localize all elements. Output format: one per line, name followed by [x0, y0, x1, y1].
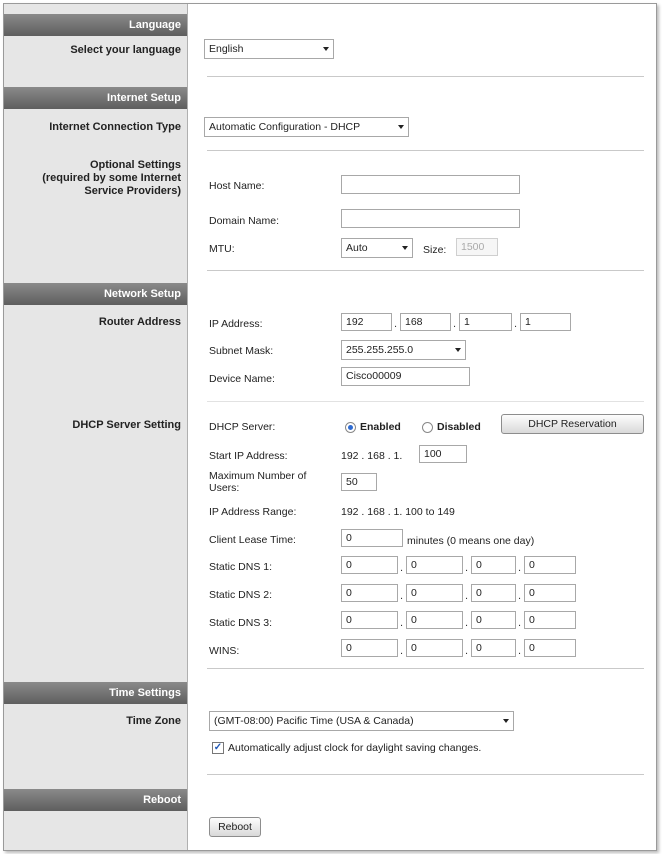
section-header-time-settings: Time Settings: [4, 682, 187, 704]
time-zone-value: (GMT-08:00) Pacific Time (USA & Canada): [214, 715, 414, 727]
client-lease-suffix: minutes (0 means one day): [407, 535, 535, 547]
ip-dot: .: [518, 645, 522, 657]
checkmark-icon: ✓: [213, 742, 223, 753]
wins-octet-3-input[interactable]: 0: [471, 639, 516, 657]
mtu-select[interactable]: [341, 238, 413, 258]
connection-type-select[interactable]: [204, 117, 409, 137]
dns3-octet-4-input[interactable]: 0: [524, 611, 576, 629]
ip-dot: .: [518, 617, 522, 629]
mtu-label: MTU:: [209, 243, 235, 255]
chevron-down-icon: [455, 348, 461, 352]
subnet-mask-select[interactable]: [341, 340, 466, 360]
ip-dot: .: [400, 590, 404, 602]
ip-dot: .: [465, 645, 469, 657]
optional-settings-line-3: Service Providers): [84, 185, 181, 197]
wins-octet-1-input[interactable]: 0: [341, 639, 398, 657]
ip-octet-4-input[interactable]: 1: [520, 313, 571, 331]
ip-dot: .: [518, 562, 522, 574]
ip-dot: .: [514, 318, 518, 330]
ip-dot: .: [465, 617, 469, 629]
daylight-saving-checkbox[interactable]: [212, 742, 224, 754]
language-select[interactable]: [204, 39, 334, 59]
ip-octet-2-input[interactable]: 168: [400, 313, 451, 331]
ip-octet-1-input[interactable]: 192: [341, 313, 392, 331]
dns1-octet-2-input[interactable]: 0: [406, 556, 463, 574]
dns2-octet-2-input[interactable]: 0: [406, 584, 463, 602]
dhcp-reservation-button[interactable]: DHCP Reservation: [501, 414, 644, 434]
max-users-label: [209, 470, 306, 494]
optional-settings-label: [4, 159, 181, 198]
ip-dot: .: [465, 562, 469, 574]
client-lease-label: Client Lease Time:: [209, 534, 296, 546]
ip-address-label: IP Address:: [209, 318, 263, 330]
reboot-button[interactable]: Reboot: [209, 817, 261, 837]
host-name-label: Host Name:: [209, 180, 265, 192]
dns2-octet-1-input[interactable]: 0: [341, 584, 398, 602]
router-setup-panel: [3, 3, 657, 851]
ip-dot: .: [400, 617, 404, 629]
dns2-octet-3-input[interactable]: 0: [471, 584, 516, 602]
divider: [207, 76, 644, 77]
time-zone-select[interactable]: [209, 711, 514, 731]
ip-dot: .: [400, 562, 404, 574]
section-header-internet-setup: Internet Setup: [4, 87, 187, 109]
mtu-select-value: Auto: [346, 242, 368, 254]
dns3-octet-2-input[interactable]: 0: [406, 611, 463, 629]
ip-octet-3-input[interactable]: 1: [459, 313, 512, 331]
ip-dot: .: [518, 590, 522, 602]
time-zone-label: Time Zone: [126, 715, 181, 727]
ip-dot: .: [453, 318, 457, 330]
chevron-down-icon: [398, 125, 404, 129]
section-header-reboot: Reboot: [4, 789, 187, 811]
subnet-mask-value: 255.255.255.0: [346, 344, 414, 356]
router-address-label: Router Address: [98, 316, 181, 328]
client-lease-input[interactable]: 0: [341, 529, 403, 547]
start-ip-label: Start IP Address:: [209, 450, 288, 462]
static-dns2-label: Static DNS 2:: [209, 589, 273, 601]
wins-label: WINS:: [209, 645, 240, 657]
wins-octet-2-input[interactable]: 0: [406, 639, 463, 657]
chevron-down-icon: [323, 47, 329, 51]
connection-type-value: Automatic Configuration - DHCP: [209, 121, 361, 133]
dns3-octet-1-input[interactable]: 0: [341, 611, 398, 629]
host-name-input[interactable]: [341, 175, 520, 194]
divider: [207, 668, 644, 669]
ip-dot: .: [465, 590, 469, 602]
dns2-octet-4-input[interactable]: 0: [524, 584, 576, 602]
device-name-input[interactable]: Cisco00009: [341, 367, 470, 386]
optional-settings-line-1: Optional Settings: [89, 159, 181, 171]
divider: [207, 270, 644, 271]
dhcp-disabled-radio[interactable]: [422, 422, 433, 433]
internet-connection-type-label: Internet Connection Type: [49, 121, 181, 133]
dhcp-server-setting-label: DHCP Server Setting: [72, 419, 181, 431]
dhcp-enabled-radio[interactable]: [345, 422, 356, 433]
chevron-down-icon: [402, 246, 408, 250]
divider: [207, 401, 644, 402]
divider: [207, 774, 644, 775]
max-users-line-2: Users:: [209, 482, 240, 494]
divider: [207, 150, 644, 151]
dhcp-enabled-label: Enabled: [360, 421, 401, 433]
dns1-octet-4-input[interactable]: 0: [524, 556, 576, 574]
static-dns1-label: Static DNS 1:: [209, 561, 273, 573]
ip-range-value: 192 . 168 . 1. 100 to 149: [341, 506, 455, 518]
daylight-saving-label: Automatically adjust clock for daylight saving changes.: [228, 742, 482, 754]
domain-name-label: Domain Name:: [209, 215, 280, 227]
mtu-size-input[interactable]: 1500: [456, 238, 498, 256]
dhcp-server-label: DHCP Server:: [209, 421, 276, 433]
domain-name-input[interactable]: [341, 209, 520, 228]
device-name-label: Device Name:: [209, 373, 275, 385]
ip-range-label: IP Address Range:: [209, 506, 297, 518]
mtu-size-label: Size:: [423, 244, 447, 256]
section-header-network-setup: Network Setup: [4, 283, 187, 305]
optional-settings-line-2: (required by some Internet: [42, 172, 181, 184]
dns1-octet-3-input[interactable]: 0: [471, 556, 516, 574]
chevron-down-icon: [503, 719, 509, 723]
select-language-label: Select your language: [70, 44, 181, 56]
dhcp-disabled-label: Disabled: [437, 421, 481, 433]
language-select-value: English: [209, 43, 244, 55]
max-users-input[interactable]: 50: [341, 473, 377, 491]
subnet-mask-label: Subnet Mask:: [209, 345, 274, 357]
section-header-language: Language: [4, 14, 187, 36]
ip-dot: .: [394, 318, 398, 330]
ip-dot: .: [400, 645, 404, 657]
dns3-octet-3-input[interactable]: 0: [471, 611, 516, 629]
start-ip-prefix: 192 . 168 . 1.: [341, 450, 403, 462]
start-ip-input[interactable]: 100: [419, 445, 467, 463]
static-dns3-label: Static DNS 3:: [209, 617, 273, 629]
wins-octet-4-input[interactable]: 0: [524, 639, 576, 657]
dns1-octet-1-input[interactable]: 0: [341, 556, 398, 574]
max-users-line-1: Maximum Number of: [209, 470, 307, 482]
